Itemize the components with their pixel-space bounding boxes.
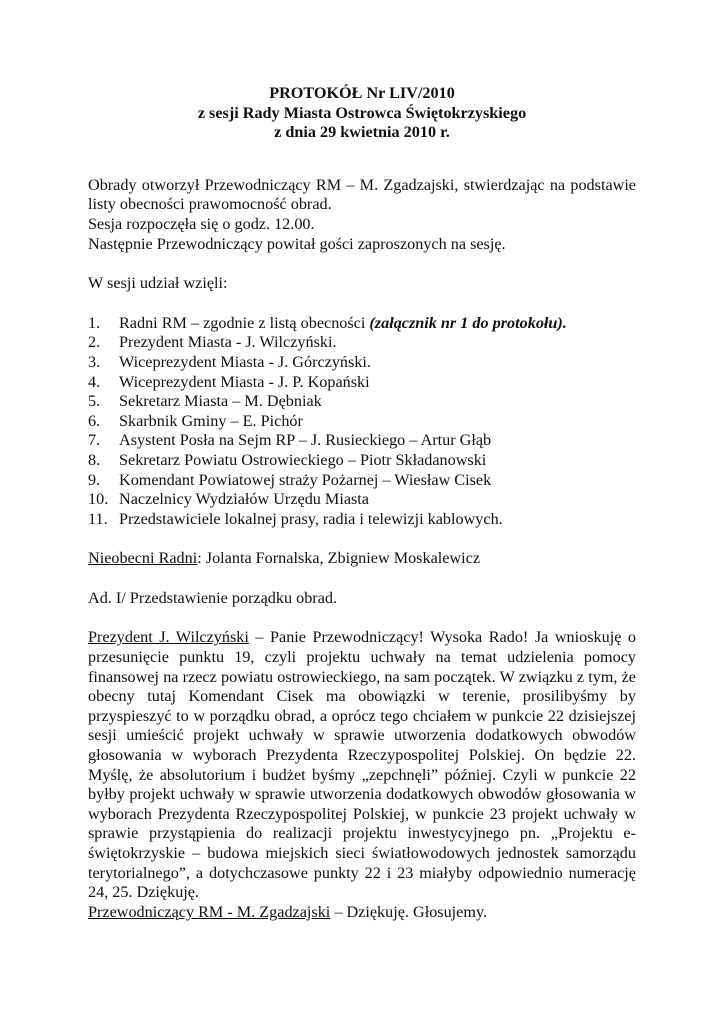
document-title: [88, 84, 636, 143]
session-start-time: Sesja rozpoczęła się o godz. 12.00.: [88, 214, 315, 233]
absent-councillors: [88, 549, 636, 569]
protocol-number: PROTOKÓŁ Nr LIV/2010: [269, 84, 455, 102]
speech-text: – Panie Przewodniczący! Wysoka Rado! Ja wnioskuję o przesunięcie punktu 19, czyli projektu uchwały na temat udzielenia pomocy finansowej na rzecz powiatu ostrowieckiego, na sam początek. W związku z tym, że obecny tutaj Komendant Cisek ma obowiązki w terenie, prosilibyśmy by przyspieszyć to w porządku obrad, a oprócz tego chciałem w punkcie 22 dzisiejszej sesji umieścić projekt uchwały w sprawie utworzenia dodatkowych obwodów głosowania w wyborach Prezydenta Rzeczypospolitej Polskiej. On będzie 22. Myślę, że absolutorium i budżet byśmy „zepchnęli” później. Czyli w punkcie 22 byłby projekt uchwały w sprawie utworzenia dodatkowych obwodów głosowania w wyborach Prezydenta Rzeczypospolitej Polskiej, w punkcie 23 projekt uchwały w sprawie przystąpienia do realizacji projektu inwestycyjnego pn. „Projektu e-świętokrzyskie – budowa miejskich sieci światłowodowych jednostek samorządu terytorialnego”, a dotychczasowe punkty 22 i 23 miałyby odpowiednio numerację 24, 25. Dziękuję.: [88, 628, 636, 902]
session-date: z dnia 29 kwietnia 2010 r.: [274, 123, 450, 142]
attendance-heading: W sesji udział wzięli:: [88, 274, 228, 293]
attendance-list: [88, 314, 636, 530]
session-name: z sesji Rady Miasta Ostrowca Świętokrzyskiego: [197, 103, 527, 122]
list-item: 7. Asystent Posła na Sejm RP – J. Rusieckiego – Artur Głąb: [88, 431, 492, 450]
absent-label: Nieobecni Radni: [88, 549, 198, 568]
list-item: 3. Wiceprezydent Miasta - J. Górczyński.: [88, 352, 371, 371]
list-item: 10. Naczelnicy Wydziałów Urzędu Miasta: [88, 490, 369, 509]
speech-text: – Dziękuję. Głosujemy.: [330, 902, 488, 921]
list-item: 2. Prezydent Miasta - J. Wilczyński.: [88, 333, 337, 352]
list-item: 9. Komendant Powiatowej straży Pożarnej – Wiesław Cisek: [88, 470, 492, 489]
attachment-note: (załącznik nr 1 do protokołu).: [369, 313, 567, 332]
list-item: 5. Sekretarz Miasta – M. Dębniak: [88, 392, 322, 411]
speaker-name: Prezydent J. Wilczyński: [88, 628, 249, 647]
absent-names: : Jolanta Fornalska, Zbigniew Moskalewicz: [197, 549, 481, 568]
president-speech: [88, 628, 636, 902]
guests-welcome: Następnie Przewodniczący powitał gości zaproszonych na sesję.: [88, 234, 506, 253]
opening-paragraph: Obrady otworzył Przewodniczący RM – M. Zgadzajski, stwierdzając na podstawie listy obecności prawomocność obrad.: [88, 175, 636, 214]
list-item: 6. Skarbnik Gminy – E. Pichór: [88, 411, 303, 430]
speaker-name: Przewodniczący RM - M. Zgadzajski: [88, 902, 331, 921]
agenda-item-heading: Ad. I/ Przedstawienie porządku obrad.: [88, 588, 338, 607]
list-item: 4. Wiceprezydent Miasta - J. P. Kopański: [88, 372, 370, 391]
list-item: 8. Sekretarz Powiatu Ostrowieckiego – Piotr Składanowski: [88, 450, 487, 469]
chairman-speech: [88, 903, 636, 923]
list-item: 1. Radni RM – zgodnie z listą obecności (załącznik nr 1 do protokołu).: [88, 313, 567, 332]
list-item: 11. Przedstawiciele lokalnej prasy, radia i telewizji kablowych.: [88, 509, 503, 528]
